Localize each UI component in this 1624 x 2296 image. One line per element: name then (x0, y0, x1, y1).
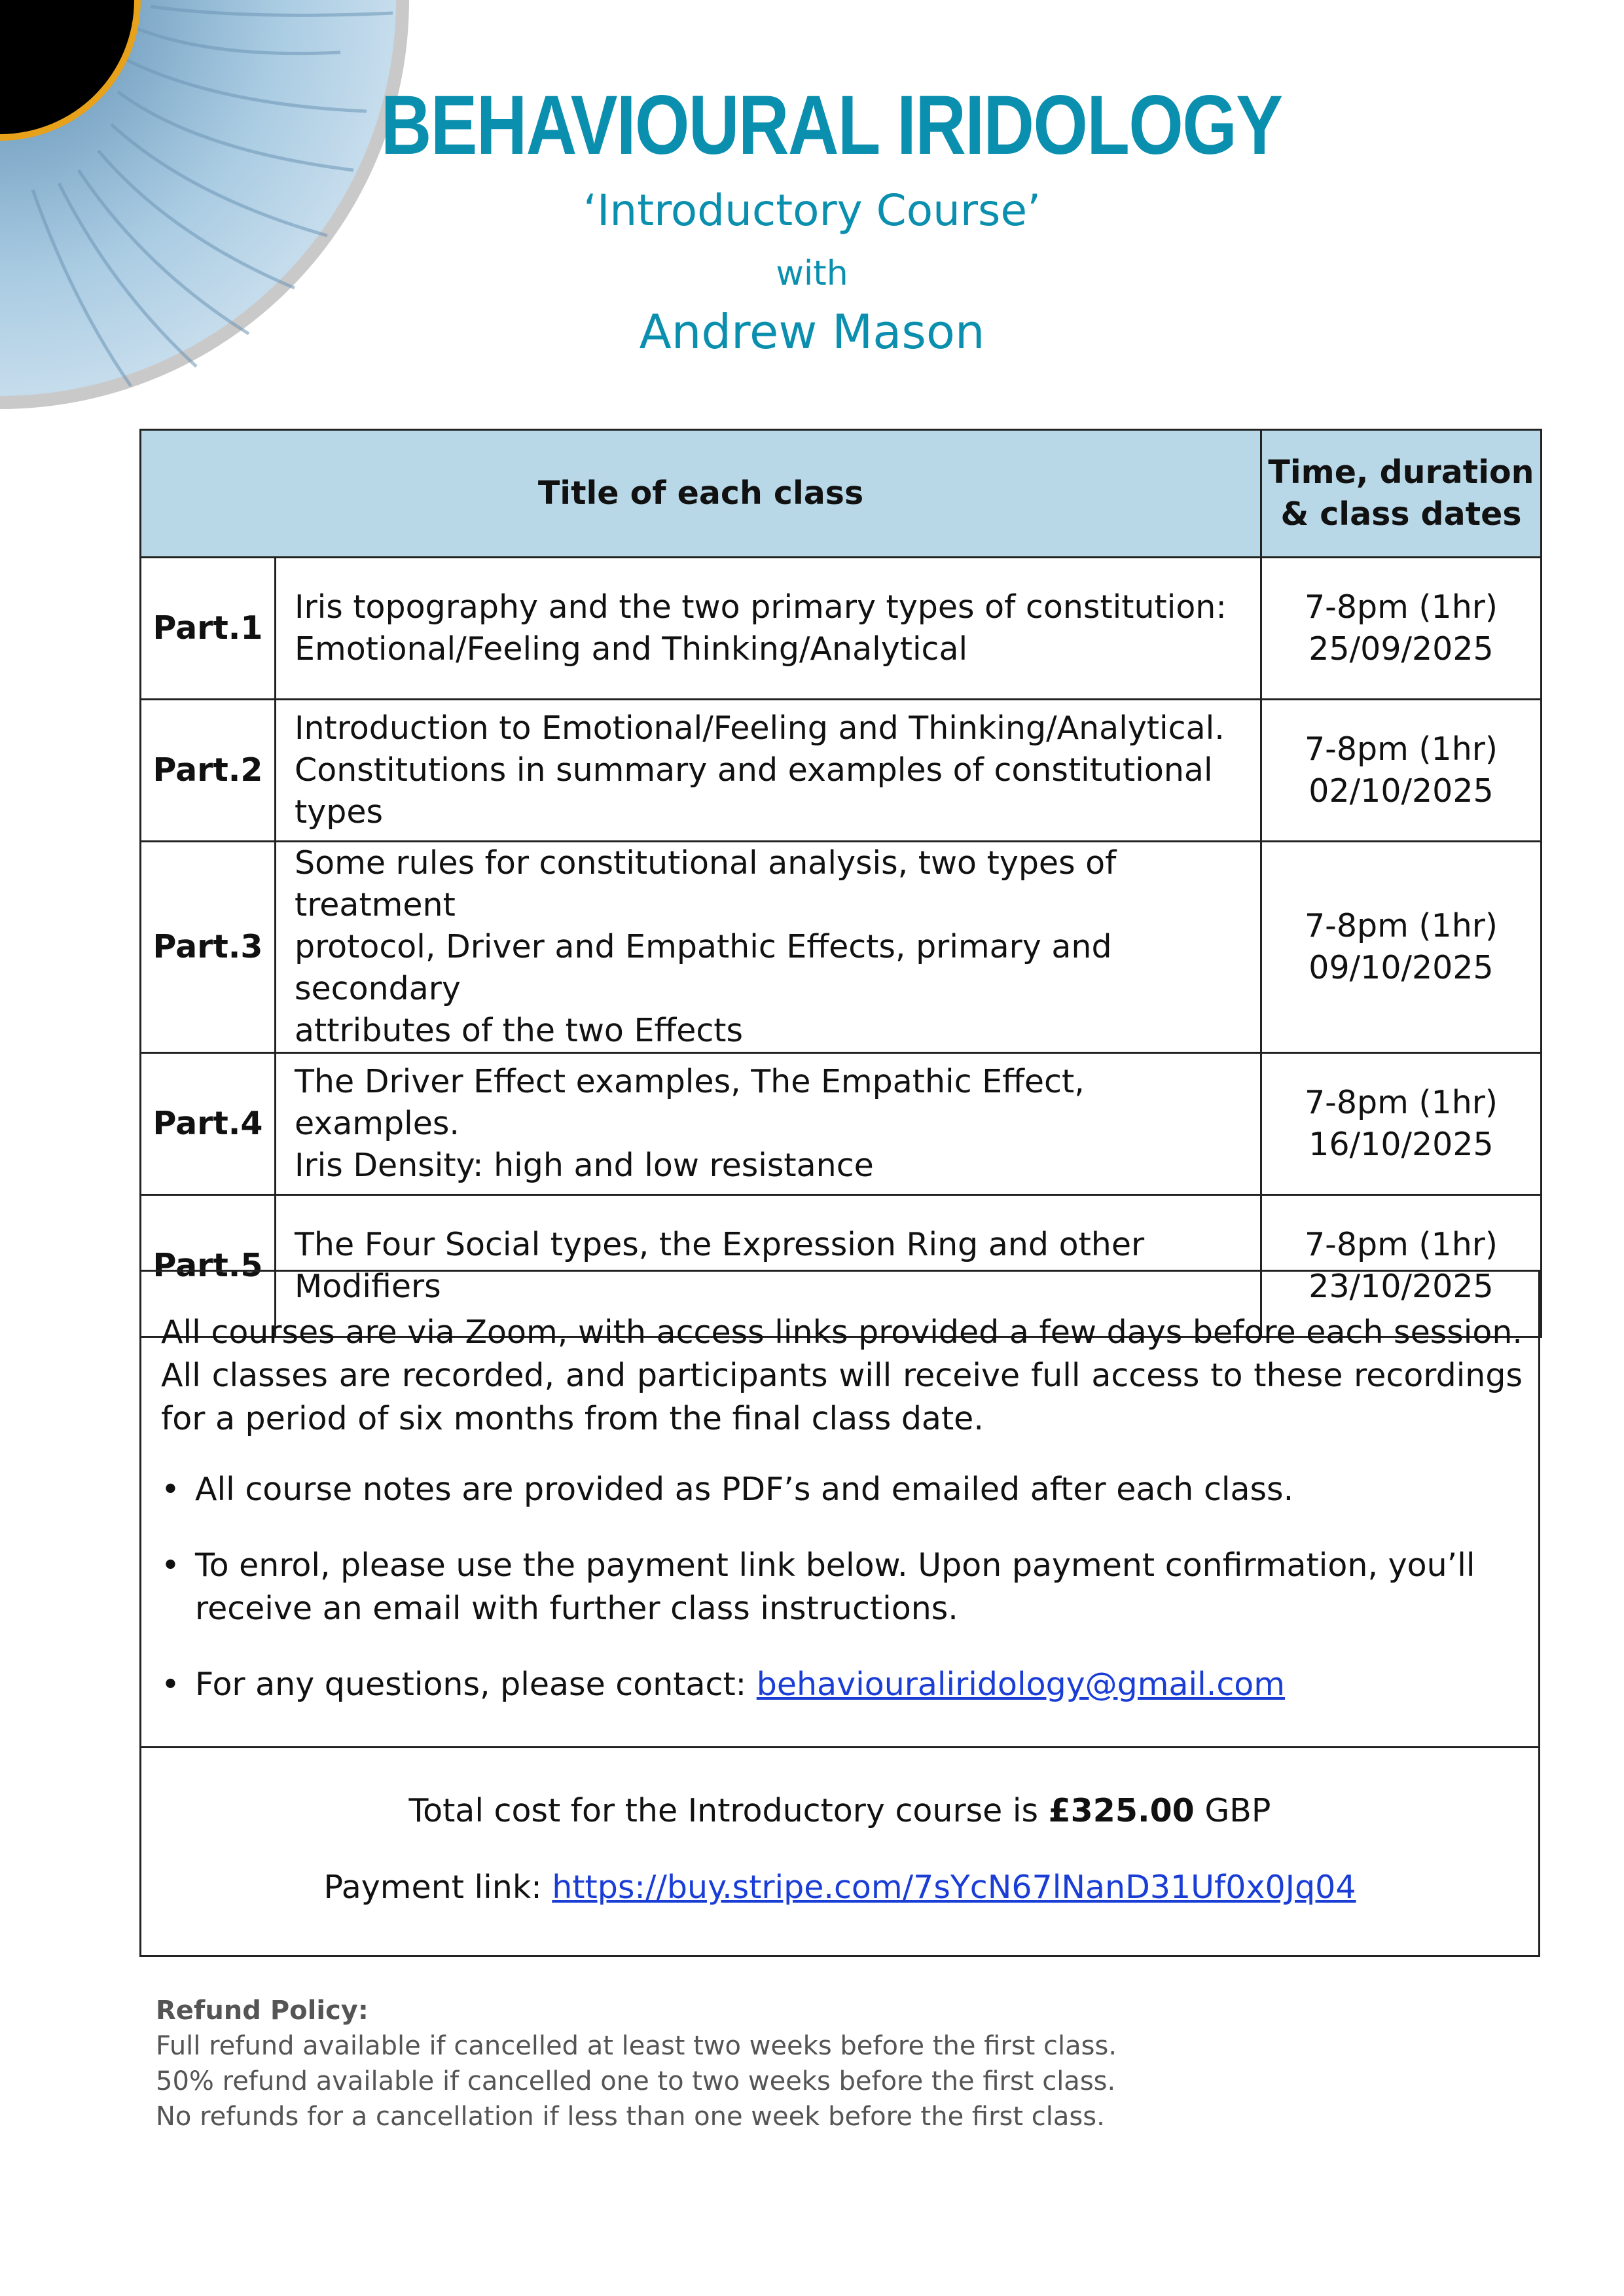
table-row (141, 842, 1542, 1053)
class-description (276, 558, 1261, 700)
header-class-title: Title of each class (141, 430, 1261, 558)
info-bullets (161, 1468, 1523, 1739)
desc-line: Introduction to Emotional/Feeling and Thinking/Analytical. (295, 709, 1225, 747)
refund-policy (156, 1993, 1117, 2134)
desc-line: Iris Density: high and low resistance (295, 1147, 874, 1184)
desc-line: Constitutions in summary and examples of constitutional types (295, 751, 1213, 831)
desc-line: Iris topography and the two primary types of constitution: (295, 588, 1227, 626)
bullet-dot: • (161, 1666, 180, 1703)
payment-label: Payment link: (323, 1869, 552, 1906)
class-time (1261, 842, 1542, 1053)
payment-link[interactable]: https://buy.stripe.com/7sYcN67lNanD31Uf0x0Jq04 (552, 1869, 1356, 1906)
date-text: 23/10/2025 (1308, 1268, 1494, 1305)
bullet-text: To enrol, please use the payment link below. Upon payment confirmation, you’ll receive an email with further class instructions. (195, 1547, 1475, 1627)
page-title: BEHAVIOURAL IRIDOLOGY (380, 79, 1282, 172)
info-paragraph: All courses are via Zoom, with access links provided a few days before each session. All classes are recorded, and participants will receive full access to these recordings for a period of six months from the final class date. (161, 1314, 1523, 1437)
bullet-item (161, 1468, 1523, 1511)
table-row (141, 558, 1542, 700)
cost-prefix: Total cost for the Introductory course is (408, 1792, 1049, 1829)
class-description (276, 700, 1261, 842)
time-text: 7-8pm (1hr) (1304, 907, 1498, 944)
desc-line: Some rules for constitutional analysis, two types of treatment (295, 844, 1117, 924)
header-time-dates (1261, 430, 1542, 558)
total-cost (141, 1792, 1538, 1829)
date-text: 02/10/2025 (1308, 772, 1494, 810)
time-text: 7-8pm (1hr) (1304, 1226, 1498, 1263)
table-row (141, 700, 1542, 842)
date-text: 16/10/2025 (1308, 1126, 1494, 1163)
part-label: Part.2 (141, 700, 276, 842)
table-row (141, 1053, 1542, 1195)
refund-line: Full refund available if cancelled at least two weeks before the first class. (156, 2031, 1117, 2061)
part-label: Part.1 (141, 558, 276, 700)
bullet-dot: • (161, 1547, 180, 1584)
class-description (276, 1053, 1261, 1195)
date-text: 25/09/2025 (1308, 630, 1494, 668)
course-info-box (139, 1270, 1540, 1957)
desc-line: The Driver Effect examples, The Empathic Effect, examples. (295, 1063, 1085, 1142)
section-divider (141, 1746, 1538, 1748)
author-name: Andrew Mason (639, 304, 985, 359)
cost-currency: GBP (1194, 1792, 1271, 1829)
part-label: Part.3 (141, 842, 276, 1053)
with-label: with (776, 254, 848, 293)
contact-email-link[interactable]: behaviouraliridology@gmail.com (756, 1666, 1285, 1703)
time-text: 7-8pm (1hr) (1304, 730, 1498, 768)
payment-line (141, 1869, 1538, 1906)
header-time-line1: Time, duration (1268, 454, 1534, 491)
bullet-text: For any questions, please contact: (195, 1666, 757, 1703)
time-text: 7-8pm (1hr) (1304, 588, 1498, 626)
part-label: Part.5 (141, 1195, 276, 1337)
refund-line: 50% refund available if cancelled one to two weeks before the first class. (156, 2066, 1116, 2096)
desc-line: Emotional/Feeling and Thinking/Analytical (295, 630, 968, 668)
refund-heading: Refund Policy: (156, 1996, 369, 2026)
desc-line: protocol, Driver and Empathic Effects, primary and secondary (295, 928, 1112, 1007)
time-text: 7-8pm (1hr) (1304, 1084, 1498, 1121)
desc-line: The Four Social types, the Expression Ring and other Modifiers (295, 1226, 1145, 1305)
cost-amount: £325.00 (1048, 1792, 1195, 1829)
desc-line: attributes of the two Effects (295, 1012, 744, 1049)
bullet-dot: • (161, 1471, 180, 1508)
date-text: 09/10/2025 (1308, 949, 1494, 986)
table-header-row (141, 430, 1542, 558)
course-subtitle: ‘Introductory Course’ (583, 185, 1041, 236)
bullet-item (161, 1544, 1523, 1630)
class-time (1261, 700, 1542, 842)
header-time-line2: & class dates (1280, 495, 1522, 533)
bullet-item (161, 1663, 1523, 1706)
bullet-text: All course notes are provided as PDF’s and emailed after each class. (195, 1471, 1294, 1508)
class-schedule-table (139, 429, 1542, 1338)
class-time (1261, 558, 1542, 700)
class-time (1261, 1053, 1542, 1195)
part-label: Part.4 (141, 1053, 276, 1195)
class-description (276, 842, 1261, 1053)
refund-line: No refunds for a cancellation if less than one week before the first class. (156, 2102, 1105, 2132)
